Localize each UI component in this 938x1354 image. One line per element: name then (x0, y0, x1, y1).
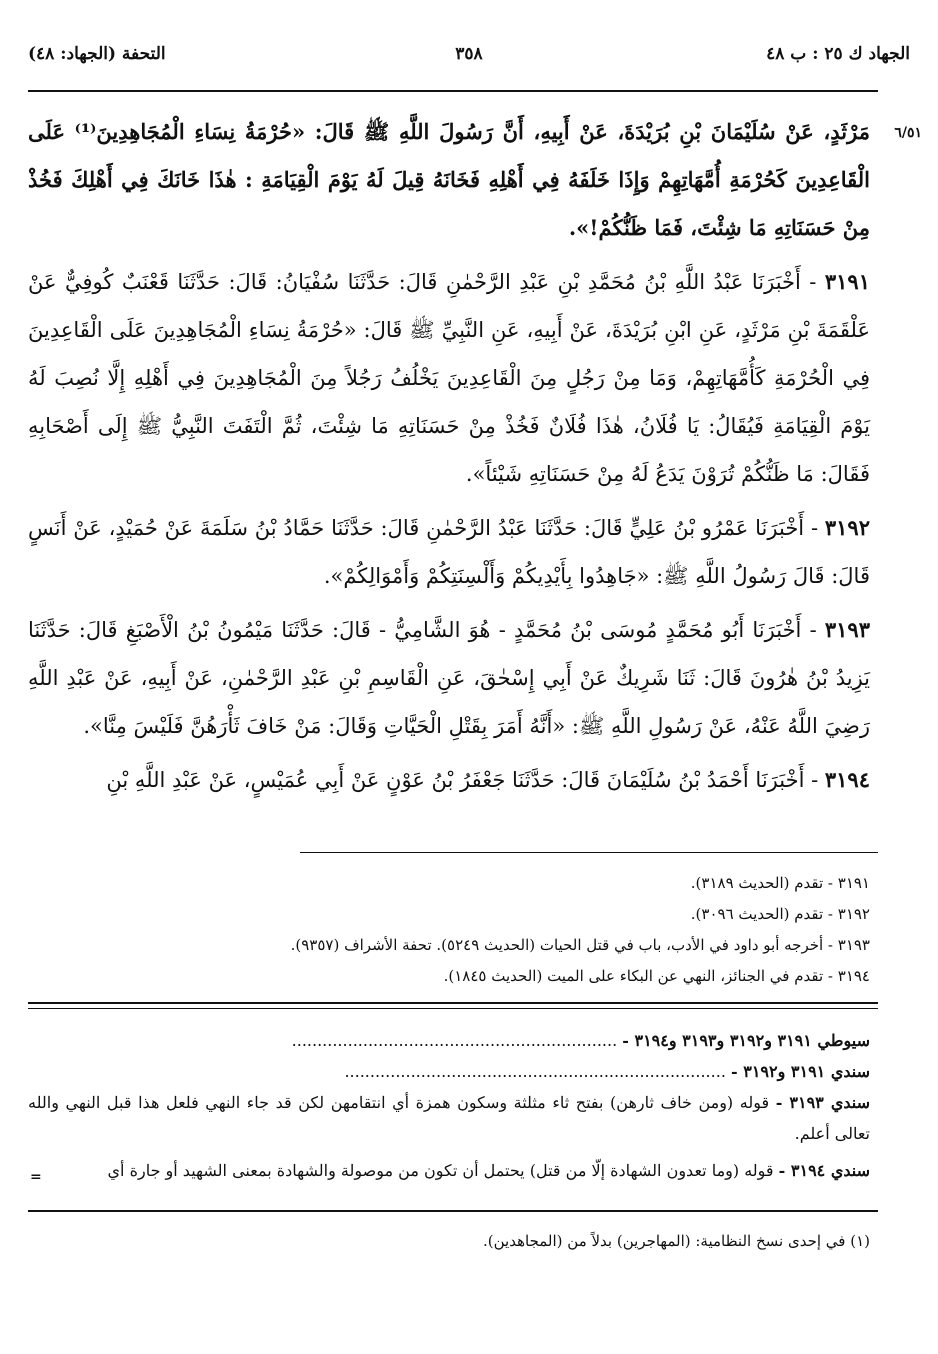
hadith-paragraph-continuation (28, 108, 870, 252)
hadith-3192 (28, 504, 870, 600)
footnote-3191: ٣١٩١ - تقدم (الحديث ٣١٨٩). (690, 874, 870, 892)
hadith-number: ٣١٩٤ (824, 767, 870, 792)
commentary-sindi-3191 (28, 1056, 870, 1087)
footnote-3192: ٣١٩٢ - تقدم (الحديث ٣٠٩٦). (690, 905, 870, 923)
header-divider (28, 90, 878, 92)
margin-reference: ٦/٥١ (894, 125, 922, 141)
paragraph-text: - أَخْبَرَنَا عَمْرُو بْنُ عَلِيٍّ قَالَ: حَدَّثَنَا عَبْدُ الرَّحْمٰنِ قَالَ: حَدَّثَنَا حَمَّادُ بْنُ سَلَمَةَ عَنْ حُمَيْدٍ، عَنْ أَنَسٍ قَالَ: قَالَ رَسُولُ اللَّهِ ﷺ: «جَاهِدُوا بِأَيْدِيكُمْ وَأَلْسِنَتِكُمْ وَأَمْوَالِكُمْ». (28, 516, 870, 588)
commentary-text: قوله (ومن خاف ثارهن) بفتح ثاء مثلثة وسكون همزة أي انتقامهن لكن قد جاء النهي فلعل هذا قبل النهي والله تعالى أعلم. (28, 1093, 870, 1143)
commentary-label: سيوطي ٣١٩١ و٣١٩٢ و٣١٩٣ و٣١٩٤ - (622, 1031, 870, 1050)
footnote-3193: ٣١٩٣ - أخرجه أبو داود في الأدب، باب في قتل الحيات (الحديث ٥٢٤٩). تحفة الأشراف (٩٣٥٧). (290, 936, 870, 954)
commentary-divider-second (28, 1008, 878, 1009)
commentary-section (28, 1025, 870, 1186)
commentary-sindi-3193 (28, 1087, 870, 1149)
commentary-divider-top (28, 1002, 878, 1004)
commentary-dots: ........................................................................... (344, 1062, 726, 1081)
hadith-3193 (28, 606, 870, 750)
running-header (28, 44, 910, 78)
footnote-3194: ٣١٩٤ - تقدم في الجنائز، النهي عن البكاء على الميت (الحديث ١٨٤٥). (443, 967, 870, 985)
commentary-text: قوله (وما تعدون الشهادة إلّا من قتل) يحتمل أن تكون من موصولة والشهادة بمعنى الشهيد أو جارة أي (107, 1161, 774, 1180)
commentary-label: سندي ٣١٩٤ - (778, 1161, 870, 1180)
continuation-mark: = (30, 1169, 42, 1185)
header-tuhfa-ref: التحفة (الجهاد: ٤٨) (28, 44, 166, 64)
commentary-sindi-3194 (28, 1155, 870, 1186)
commentary-dots: ................................................................ (291, 1031, 618, 1050)
variant-reading-note: (١) في إحدى نسخ النظامية: (المهاجرين) بدلاً من (المجاهدين). (483, 1232, 870, 1250)
hadith-number: ٣١٩١ (824, 269, 870, 294)
paragraph-text: - أَخْبَرَنَا أَحْمَدُ بْنُ سُلَيْمَانَ قَالَ: حَدَّثَنَا جَعْفَرُ بْنُ عَوْنٍ عَنْ أَبِي عُمَيْسٍ، عَنْ عَبْدِ اللَّهِ بْنِ (106, 768, 819, 792)
hadith-text (28, 108, 870, 804)
footnote-divider (300, 852, 878, 853)
paragraph-text: - أَخْبَرَنَا أَبُو مُحَمَّدٍ مُوسَى بْنُ مُحَمَّدٍ - هُوَ الشَّامِيُّ - قَالَ: حَدَّثَنَا مَيْمُونُ بْنُ الْأَصْبَغِ قَالَ: حَدَّثَنَا يَزِيدُ بْنُ هٰرُونَ قَالَ: ثَنَا شَرِيكٌ عَنْ أَبِي إِسْحٰقَ، عَنِ الْقَاسِمِ بْنِ عَبْدِ الرَّحْمٰنِ، عَنْ أَبِيهِ، عَنْ عَبْدِ اللَّهِ رَضِيَ اللَّهُ عَنْهُ، عَنْ رَسُولِ اللَّهِ ﷺ: «أَنَّهُ أَمَرَ بِقَتْلِ الْحَيَّاتِ وَقَالَ: مَنْ خَافَ ثَأْرَهُنَّ فَلَيْسَ مِنَّا». (28, 618, 870, 738)
bottom-divider (28, 1210, 878, 1212)
paragraph-text: - أَخْبَرَنَا عَبْدُ اللَّهِ بْنُ مُحَمَّدِ بْنِ عَبْدِ الرَّحْمٰنِ قَالَ: حَدَّثَنَا سُفْيَانُ: قَالَ: حَدَّثَنَا قَعْنَبٌ كُوفِيٌّ عَنْ عَلْقَمَةَ بْنِ مَرْثَدٍ، عَنِ ابْنِ بُرَيْدَةَ، عَنْ أَبِيهِ، عَنِ النَّبِيِّ ﷺ قَالَ: «حُرْمَةُ نِسَاءِ الْمُجَاهِدِينَ عَلَى الْقَاعِدِينَ فِي الْحُرْمَةِ كَأُمَّهَاتِهِمْ، وَمَا مِنْ رَجُلٍ مِنَ الْقَاعِدِينَ يَخْلُفُ رَجُلاً مِنَ الْمُجَاهِدِينَ فِي أَهْلِهِ إِلَّا نُصِبَ لَهُ يَوْمَ الْقِيَامَةِ فَيُقَالُ: يَا فُلَانُ، هٰذَا فُلَانٌ فَخُذْ مِنْ حَسَنَاتِهِ مَا شِئْتَ، ثُمَّ الْتَفَتَ النَّبِيُّ ﷺ إِلَى أَصْحَابِهِ فَقَالَ: مَا ظَنُّكُمْ تُرَوْنَ يَدَعُ لَهُ مِنْ حَسَنَاتِهِ شَيْئاً». (28, 270, 870, 486)
header-chapter-ref: الجهاد ك ٢٥ : ب ٤٨ (766, 44, 910, 64)
hadith-3194 (28, 756, 870, 804)
commentary-label: سندي ٣١٩٣ - (775, 1093, 870, 1112)
commentary-suyuti (28, 1025, 870, 1056)
hadith-number: ٣١٩٢ (824, 515, 870, 540)
commentary-label: سندي ٣١٩١ و٣١٩٢ - (731, 1062, 870, 1081)
hadith-number: ٣١٩٣ (824, 617, 870, 642)
page-number: ٣٥٨ (455, 44, 483, 64)
paragraph-text: مَرْثَدٍ، عَنْ سُلَيْمَانَ بْنِ بُرَيْدَةَ، عَنْ أَبِيهِ، أَنَّ رَسُولَ اللَّهِ ﷺ قَالَ: «حُرْمَةُ نِسَاءِ الْمُجَاهِدِينَ⁽¹⁾ عَلَى الْقَاعِدِينَ كَحُرْمَةِ أُمَّهَاتِهِمْ وَإِذَا خَلَفَهُ فِي أَهْلِهِ فَخَانَهُ قِيلَ لَهُ يَوْمَ الْقِيَامَةِ : هٰذَا خَانَكَ فِي أَهْلِكَ فَخُذْ مِنْ حَسَنَاتِهِ مَا شِئْتَ، فَمَا ظَنُّكُمْ!». (28, 119, 870, 240)
hadith-3191 (28, 258, 870, 498)
takhrij-footnotes (80, 868, 870, 992)
